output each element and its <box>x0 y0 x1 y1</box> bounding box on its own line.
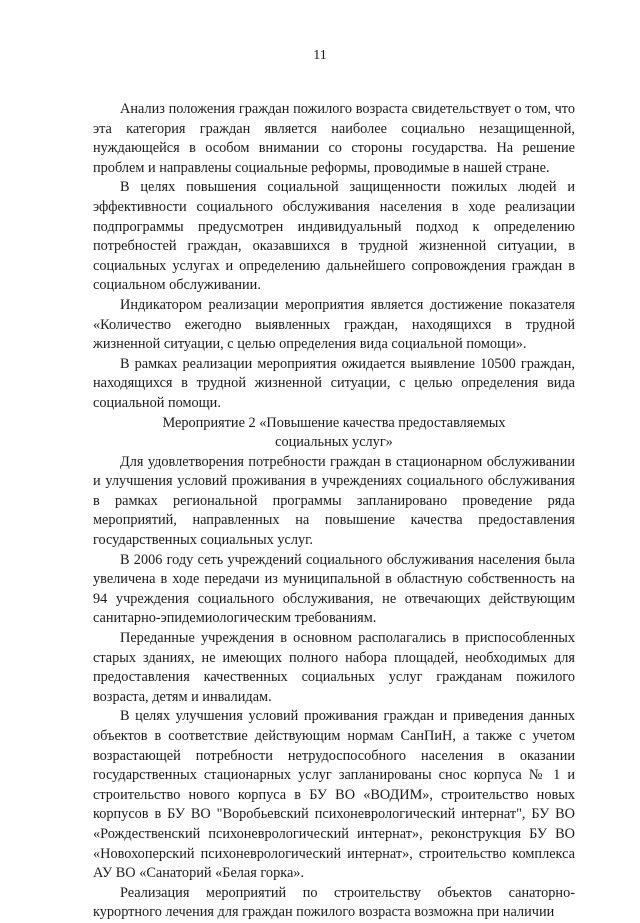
section-heading-line-2: социальных услуг» <box>275 434 393 451</box>
page-number: 11 <box>313 48 327 63</box>
section-heading <box>93 414 575 453</box>
paragraph: Для удовлетворения потребности граждан в стационарном обслуживании и улучшения условий проживания в учреждениях социального обслуживания в рамках региональной программы запланировано проведение ряда мероприятий, направленных на повышение качества предоставления государственных социальных услуг. <box>93 453 575 549</box>
paragraph: В рамках реализации мероприятия ожидается выявление 10500 граждан, находящихся в трудной жизненной ситуации, с целью определения вида социальной помощи. <box>93 355 575 411</box>
paragraph: Реализация мероприятий по строительству объектов санаторно-курортного лечения для граждан пожилого возраста возможна при наличии <box>93 884 575 921</box>
paragraph: В целях улучшения условий проживания граждан и приведения данных объектов в соответствие действующим нормам СанПиН, а также с учетом возрастающей потребности нетрудоспособного населения в оказании государственных стационарных услуг запланированы снос корпуса № 1 и строительство нового корпуса в БУ ВО «ВОДИМ», строительство новых корпусов в БУ ВО "Воробьевский психоневрологический интернат", БУ ВО «Рождественский психоневрологический интернат», реконструкция БУ ВО «Новохоперский психоневрологический интернат», строительство комплекса АУ ВО «Санаторий «Белая горка». <box>93 708 575 882</box>
section-heading-line-1: Мероприятие 2 «Повышение качества предоставляемых <box>162 414 506 431</box>
paragraph: В 2006 году сеть учреждений социального обслуживания населения была увеличена в ходе передачи из муниципальной в областную собственность на 94 учреждения социального обслуживания, не отвечающих действующим санитарно-эпидемиологическим требованиям. <box>93 551 575 627</box>
document-body <box>93 100 575 923</box>
paragraph: Переданные учреждения в основном располагались в приспособленных старых зданиях, не имеющих полного набора площадей, необходимых для предоставления качественных социальных услуг гражданам пожилого возраста, детям и инвалидам. <box>93 630 575 705</box>
paragraph: Индикатором реализации мероприятия является достижение показателя «Количество ежегодно выявленных граждан, находящихся в трудной жизненной ситуации, с целью определения вида социальной помощи». <box>93 296 575 353</box>
paragraph: Анализ положения граждан пожилого возраста свидетельствует о том, что эта категория граждан является наиболее социально незащищенной, нуждающейся в особом внимании со стороны государства. На решение проблем и направлены социальные реформы, проводимые в нашей стране. <box>93 101 575 176</box>
paragraph: В целях повышения социальной защищенности пожилых людей и эффективности социального обслуживания населения в ходе реализации подпрограммы предусмотрен индивидуальный подход к определению потребностей граждан, оказавшихся в трудной жизненной ситуации, в социальных услугах и определению дальнейшего сопровождения граждан в социальном обслуживании. <box>93 179 575 294</box>
